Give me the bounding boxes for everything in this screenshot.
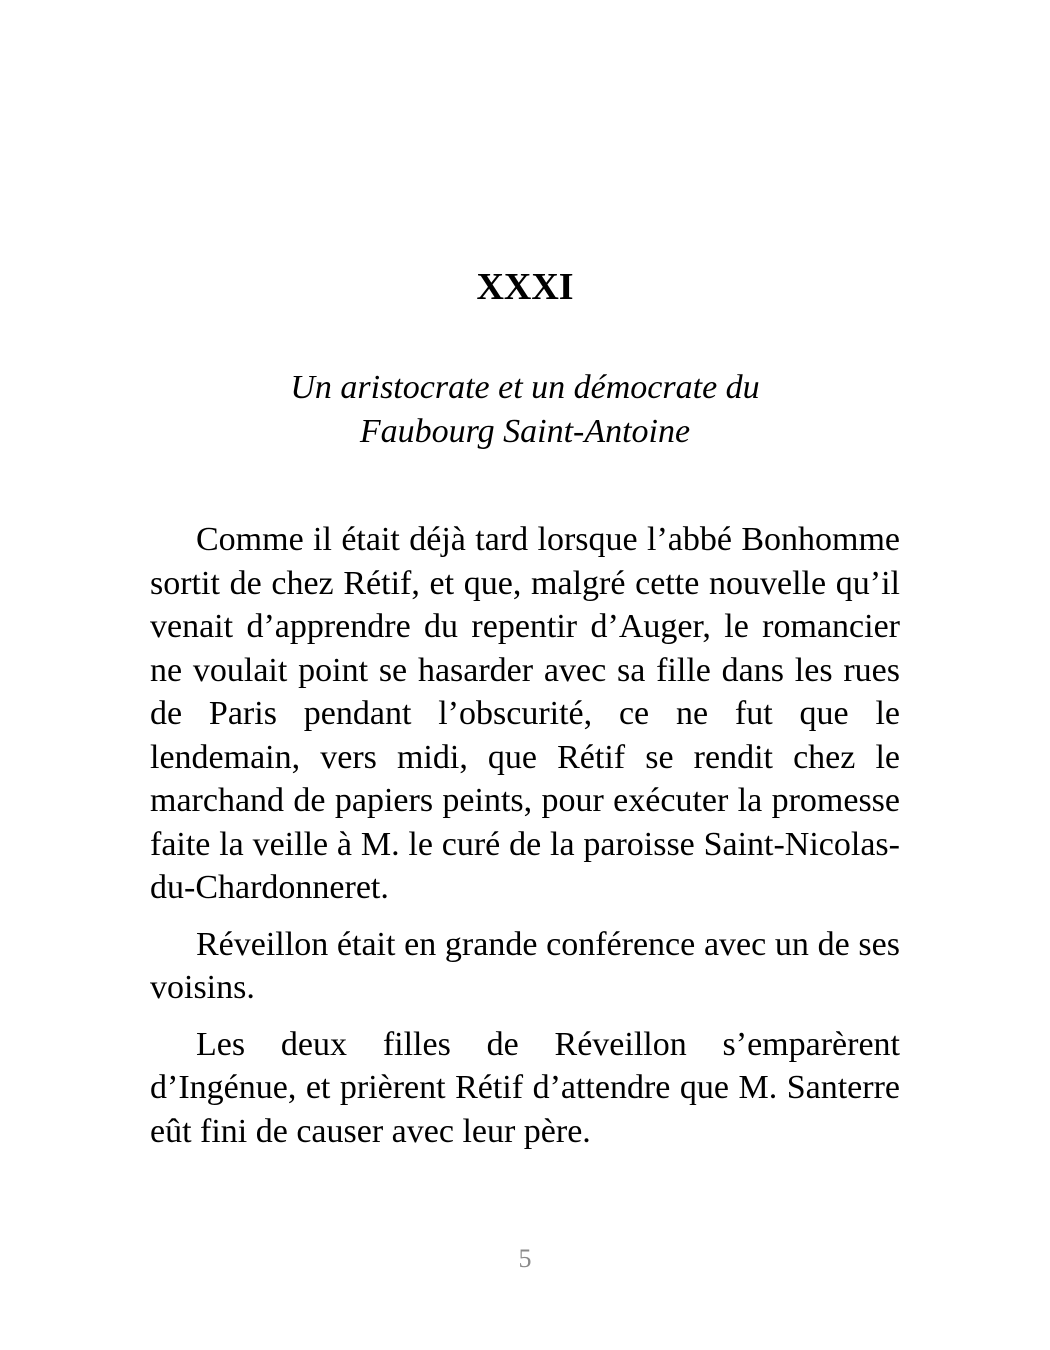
paragraph: Réveillon était en grande conférence avec un de ses voisins.: [150, 925, 900, 1006]
chapter-title-line-2: Faubourg Saint-Antoine: [359, 413, 691, 450]
paragraph: Comme il était déjà tard lorsque l’abbé Bonhomme sortit de chez Rétif, et que, malgré cette nouvelle qu’il venait d’apprendre du repentir d’Auger, le romancier ne voulait point se hasarder avec sa fille dans les rues de Paris pendant l’obscurité, ce ne fut que le lendemain, vers midi, que Rétif se rendit chez le marchand de papiers peints, pour exécuter la promesse faite la veille à M. le curé de la paroisse Saint-Nicolas-du-Chardonneret.: [150, 521, 900, 906]
chapter-title: [150, 366, 900, 454]
page-number: 5: [518, 1244, 532, 1273]
paragraph: Les deux filles de Réveillon s’emparèrent d’Ingénue, et prièrent Rétif d’attendre que M. Santerre eût fini de causer avec leur père.: [150, 1025, 900, 1150]
chapter-body: [150, 518, 900, 1166]
chapter-title-line-1: Un aristocrate et un démocrate du: [290, 369, 760, 406]
chapter-number: XXXI: [476, 266, 574, 308]
